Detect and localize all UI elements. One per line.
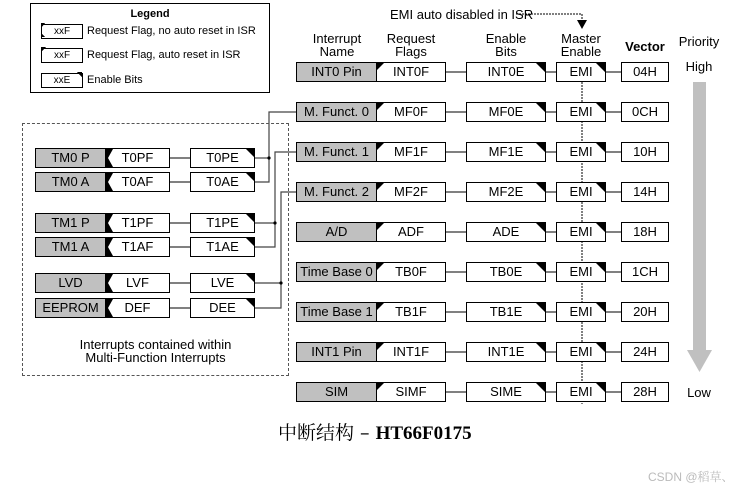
mf-request-flag: T1PF: [105, 213, 170, 233]
mf-enable-bit: T0AE: [190, 172, 255, 192]
master-enable: EMI: [556, 102, 606, 122]
vector: 18H: [621, 222, 669, 242]
header-flags-line1: Request: [386, 31, 436, 46]
mf-interrupt-name: TM1 A: [35, 237, 106, 257]
request-flag: ADF: [376, 222, 446, 242]
interrupt-name: A/D: [296, 222, 377, 242]
priority-high: High: [685, 59, 713, 74]
mf-caption: [22, 338, 289, 364]
request-flag: TB1F: [376, 302, 446, 322]
enable-bit: INT0E: [466, 62, 546, 82]
vector: 1CH: [621, 262, 669, 282]
mf-interrupt-name: LVD: [35, 273, 106, 293]
master-enable: EMI: [556, 382, 606, 402]
legend-enable-label: Enable Bits: [87, 74, 143, 86]
legend-flag-no-auto-box: xxF: [41, 24, 83, 39]
request-flag: TB0F: [376, 262, 446, 282]
mf-interrupt-name: TM0 P: [35, 148, 106, 168]
figure-title: [278, 418, 472, 445]
master-enable: EMI: [556, 182, 606, 202]
vector: 0CH: [621, 102, 669, 122]
enable-bit: MF2E: [466, 182, 546, 202]
header-flags-line2: Flags: [395, 44, 427, 59]
mf-enable-bit: LVE: [190, 273, 255, 293]
mf-interrupt-name: EEPROM: [35, 298, 106, 318]
vector: 28H: [621, 382, 669, 402]
header-interrupt-name: [296, 32, 378, 58]
master-enable: EMI: [556, 342, 606, 362]
header-enable-line1: Enable: [485, 31, 527, 46]
mf-request-flag: DEF: [105, 298, 170, 318]
header-master-line2: Enable: [560, 44, 602, 59]
interrupt-name: Time Base 0: [296, 262, 377, 282]
mf-request-flag: T0AF: [105, 172, 170, 192]
mf-request-flag: T0PF: [105, 148, 170, 168]
vector: 20H: [621, 302, 669, 322]
legend-title: Legend: [130, 8, 170, 20]
watermark: CSDN @稻草、: [648, 470, 734, 484]
request-flag: SIMF: [376, 382, 446, 402]
master-enable: EMI: [556, 302, 606, 322]
header-name-line1: Interrupt: [312, 31, 362, 46]
mf-enable-bit: DEE: [190, 298, 255, 318]
vector: 04H: [621, 62, 669, 82]
request-flag: MF2F: [376, 182, 446, 202]
request-flag: INT1F: [376, 342, 446, 362]
legend-enable-box: xxE: [41, 73, 83, 88]
vector: 14H: [621, 182, 669, 202]
master-enable: EMI: [556, 222, 606, 242]
vector: 24H: [621, 342, 669, 362]
enable-bit: MF1E: [466, 142, 546, 162]
header-request-flags: [376, 32, 446, 58]
mf-caption-line2: Multi-Function Interrupts: [85, 350, 226, 365]
request-flag: INT0F: [376, 62, 446, 82]
header-master-enable: [556, 32, 606, 58]
emi-annotation: EMI auto disabled in ISR: [390, 7, 534, 22]
interrupt-name: INT1 Pin: [296, 342, 377, 362]
request-flag: MF0F: [376, 102, 446, 122]
mf-interrupt-name: TM0 A: [35, 172, 106, 192]
interrupt-name: INT0 Pin: [296, 62, 377, 82]
legend-flag-auto-label: Request Flag, auto reset in ISR: [87, 49, 241, 61]
title-chinese: 中断结构 –: [278, 422, 376, 444]
mf-enable-bit: T1PE: [190, 213, 255, 233]
interrupt-name: M. Funct. 1: [296, 142, 377, 162]
enable-bit: TB1E: [466, 302, 546, 322]
legend-flag-auto-box: xxF: [41, 48, 83, 63]
mf-enable-bit: T0PE: [190, 148, 255, 168]
title-model: HT66F0175: [375, 423, 472, 444]
enable-bit: ADE: [466, 222, 546, 242]
header-enable-line2: Bits: [495, 44, 517, 59]
enable-bit: INT1E: [466, 342, 546, 362]
mf-interrupt-name: TM1 P: [35, 213, 106, 233]
mf-enable-bit: T1AE: [190, 237, 255, 257]
legend-flag-no-auto-label: Request Flag, no auto reset in ISR: [87, 25, 256, 37]
mf-request-flag: T1AF: [105, 237, 170, 257]
enable-bit: TB0E: [466, 262, 546, 282]
header-enable-bits: [466, 32, 546, 58]
vector: 10H: [621, 142, 669, 162]
request-flag: MF1F: [376, 142, 446, 162]
interrupt-name: Time Base 1: [296, 302, 377, 322]
mf-caption-line1: Interrupts contained within: [79, 337, 232, 352]
header-name-line2: Name: [319, 44, 355, 59]
mf-request-flag: LVF: [105, 273, 170, 293]
header-master-line1: Master: [561, 31, 601, 46]
master-enable: EMI: [556, 62, 606, 82]
priority-low: Low: [687, 385, 711, 400]
interrupt-name: M. Funct. 2: [296, 182, 377, 202]
interrupt-name: SIM: [296, 382, 377, 402]
master-enable: EMI: [556, 142, 606, 162]
master-enable: EMI: [556, 262, 606, 282]
header-priority: Priority: [678, 34, 720, 49]
enable-bit: MF0E: [466, 102, 546, 122]
interrupt-name: M. Funct. 0: [296, 102, 377, 122]
header-vector: Vector: [625, 39, 665, 54]
enable-bit: SIME: [466, 382, 546, 402]
